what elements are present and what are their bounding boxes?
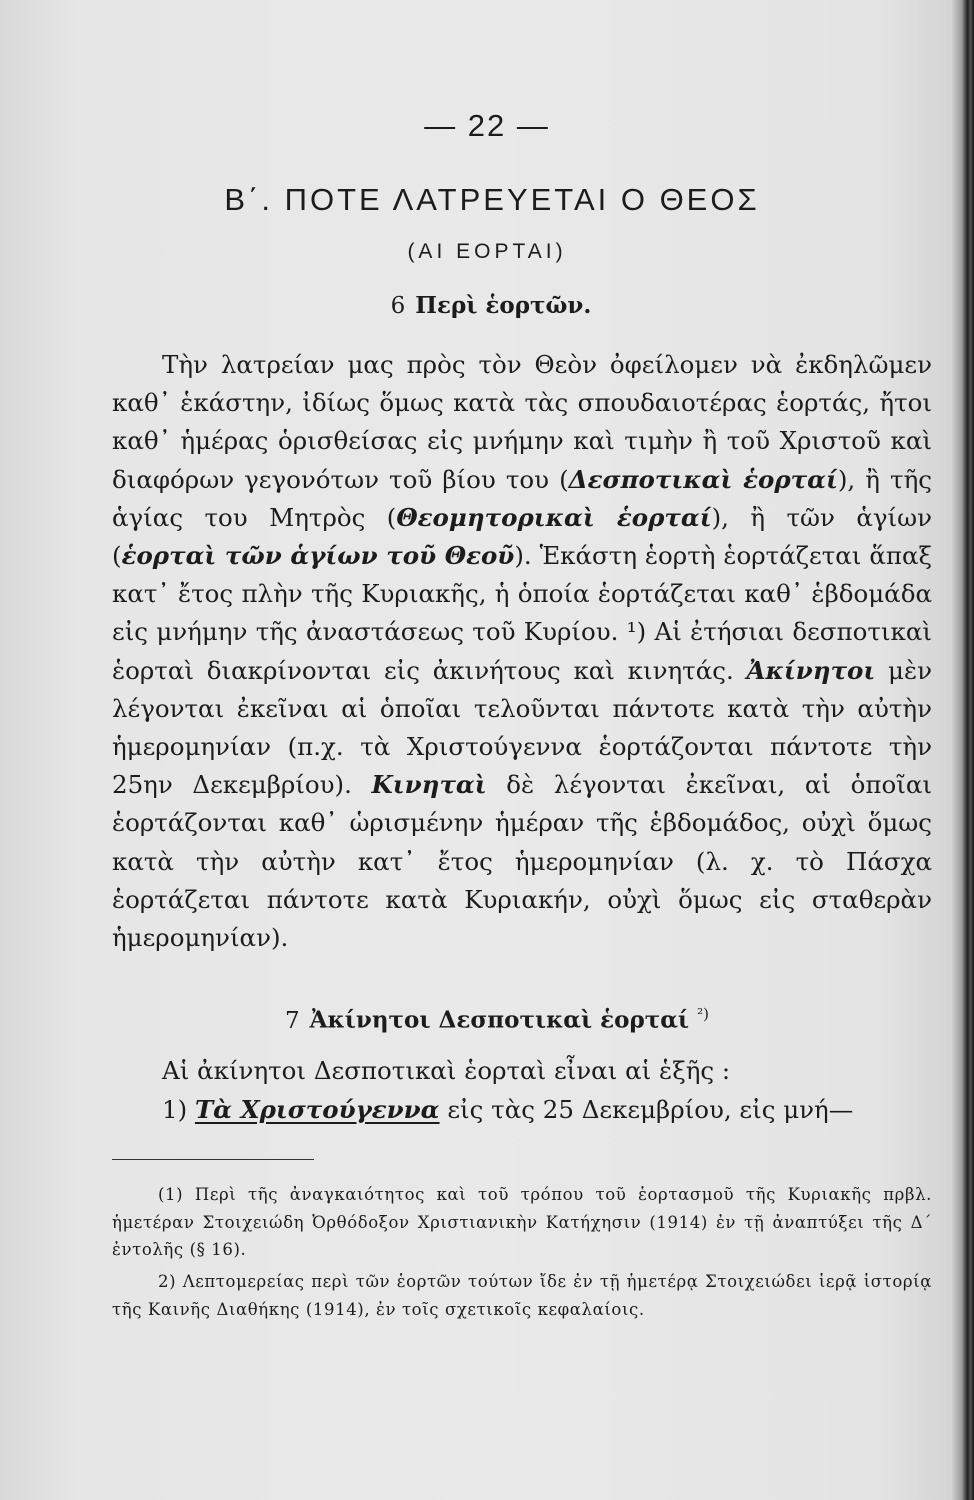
section-title: Ἀκίνητοι Δεσποτικαὶ ἑορταί [309,1006,690,1034]
text-run: εἰς τὰς 25 Δεκεμβρίου, εἰς μνή— [439,1095,854,1124]
footnote-1: (1) Περὶ τῆς ἀναγκαιότητος καὶ τοῦ τρόπου τοῦ ἑορτασμοῦ τῆς Κυριακῆς πρβλ. ἡμετέραν Στοιχειώδη Ὀρθόδοξον Χριστιανικὴν Κατήχησιν (1914) ἐν τῇ ἀναπτύξει τῆς Δ΄ ἐντολῆς (§ 16). [112,1185,932,1259]
chapter-title: Β΄. ΠΟΤΕ ΛΑΤΡΕΥΕΤΑΙ Ο ΘΕΟΣ [224,182,760,217]
emphasis-saints-feasts: ἑορταὶ τῶν ἁγίων τοῦ Θεοῦ [121,541,515,571]
text-run: Τὴν λατρείαν μας πρὸς τὸν Θεὸν ὀφείλομεν νὰ ἐκδηλῶμεν καθ᾽ ἑκάστην, ἰδίως ὅμως κατὰ τὰς σπουδαιοτέρας ἑορτάς, ἤτοι καθ᾽ ἡμέρας ὁρισθείσας εἰς μνήμην καὶ τιμὴν ἢ τοῦ Χριστοῦ καὶ διαφόρων γεγονότων τοῦ βίου του ( [112,350,932,494]
section-heading-6 [0,292,974,319]
section-title: Περὶ ἑορτῶν. [415,292,592,319]
footnote-mark: ²) [697,1005,709,1023]
emphasis-despotic-feasts: Δεσποτικαὶ ἑορταί [568,464,838,494]
list-number: 1) [162,1095,188,1124]
text-run: ), ἢ τῶν ἁγίων ( [112,502,932,571]
footnote-2: 2) Λεπτομερείας περὶ τῶν ἑορτῶν τούτων ἴδε ἐν τῇ ἡμετέρᾳ Στοιχειώδει ἱερᾷ ἱστορίᾳ τῆς Καινῆς Διαθήκης (1914), ἐν τοῖς σχετικοῖς κεφαλαίοις. [112,1272,932,1319]
section-number: 7 [285,1007,300,1034]
emphasis-christmas: Τὰ Χριστούγεννα [194,1095,440,1124]
text-run: ). Ἑκάστη ἑορτὴ ἑορτάζεται ἅπαξ κατ᾽ ἔτος πλὴν τῆς Κυριακῆς, ἡ ὁποία ἑορτάζεται καθ᾽ ἑβδομάδα εἰς μνήμην τῆς ἀναστάσεως τοῦ Κυρίου. ¹) Αἱ ἐτήσιαι δεσποτικαὶ ἑορταὶ διακρίνονται εἰς ἀκινήτους καὶ κινητάς. [112,541,933,685]
page-edge-shadow [952,0,974,1500]
text-run: δὲ λέγονται ἐκεῖναι, αἱ ὁποῖαι ἑορτάζονται καθ᾽ ὡρισμένην ἡμέραν τῆς ἑβδομάδος, οὐχὶ ὅμως κατὰ τὴν αὐτὴν κατ᾽ ἔτος ἡμερομηνίαν (λ. χ. τὸ Πάσχα ἑορτάζεται πάντοτε κατὰ Κυριακήν, οὐχὶ ὅμως εἰς σταθερὰν ἡμερομηνίαν). [112,770,932,953]
footnote-divider [112,1159,314,1160]
body-paragraph-1 [112,346,932,957]
body-paragraph-2: Αἱ ἀκίνητοι Δεσποτικαὶ ἑορταὶ εἶναι αἱ ἑξῆς : [162,1056,731,1085]
body-paragraph-3 [112,1091,932,1129]
text-run: μὲν λέγονται ἐκεῖναι αἱ ὁποῖαι τελοῦνται πάντοτε κατὰ τὴν αὐτὴν ἡμερομηνίαν (π.χ. τὰ Χριστούγεννα ἑορτάζονται πάντοτε τὴν 25ην Δεκεμβρίου). [112,655,932,800]
section-heading-7 [0,1005,974,1034]
emphasis-theometoric-feasts: Θεομητορικαὶ ἑορταί [396,502,712,532]
emphasis-immovable: Ἀκίνητοι [746,655,876,685]
text-run: ), ἢ τῆς ἁγίας του Μητρὸς ( [112,464,932,532]
chapter-subtitle: (ΑΙ ΕΟΡΤΑΙ) [407,240,567,263]
emphasis-movable: Κινηταὶ [371,770,487,800]
section-number: 6 [390,293,406,319]
page-number: — 22 — [424,108,550,143]
